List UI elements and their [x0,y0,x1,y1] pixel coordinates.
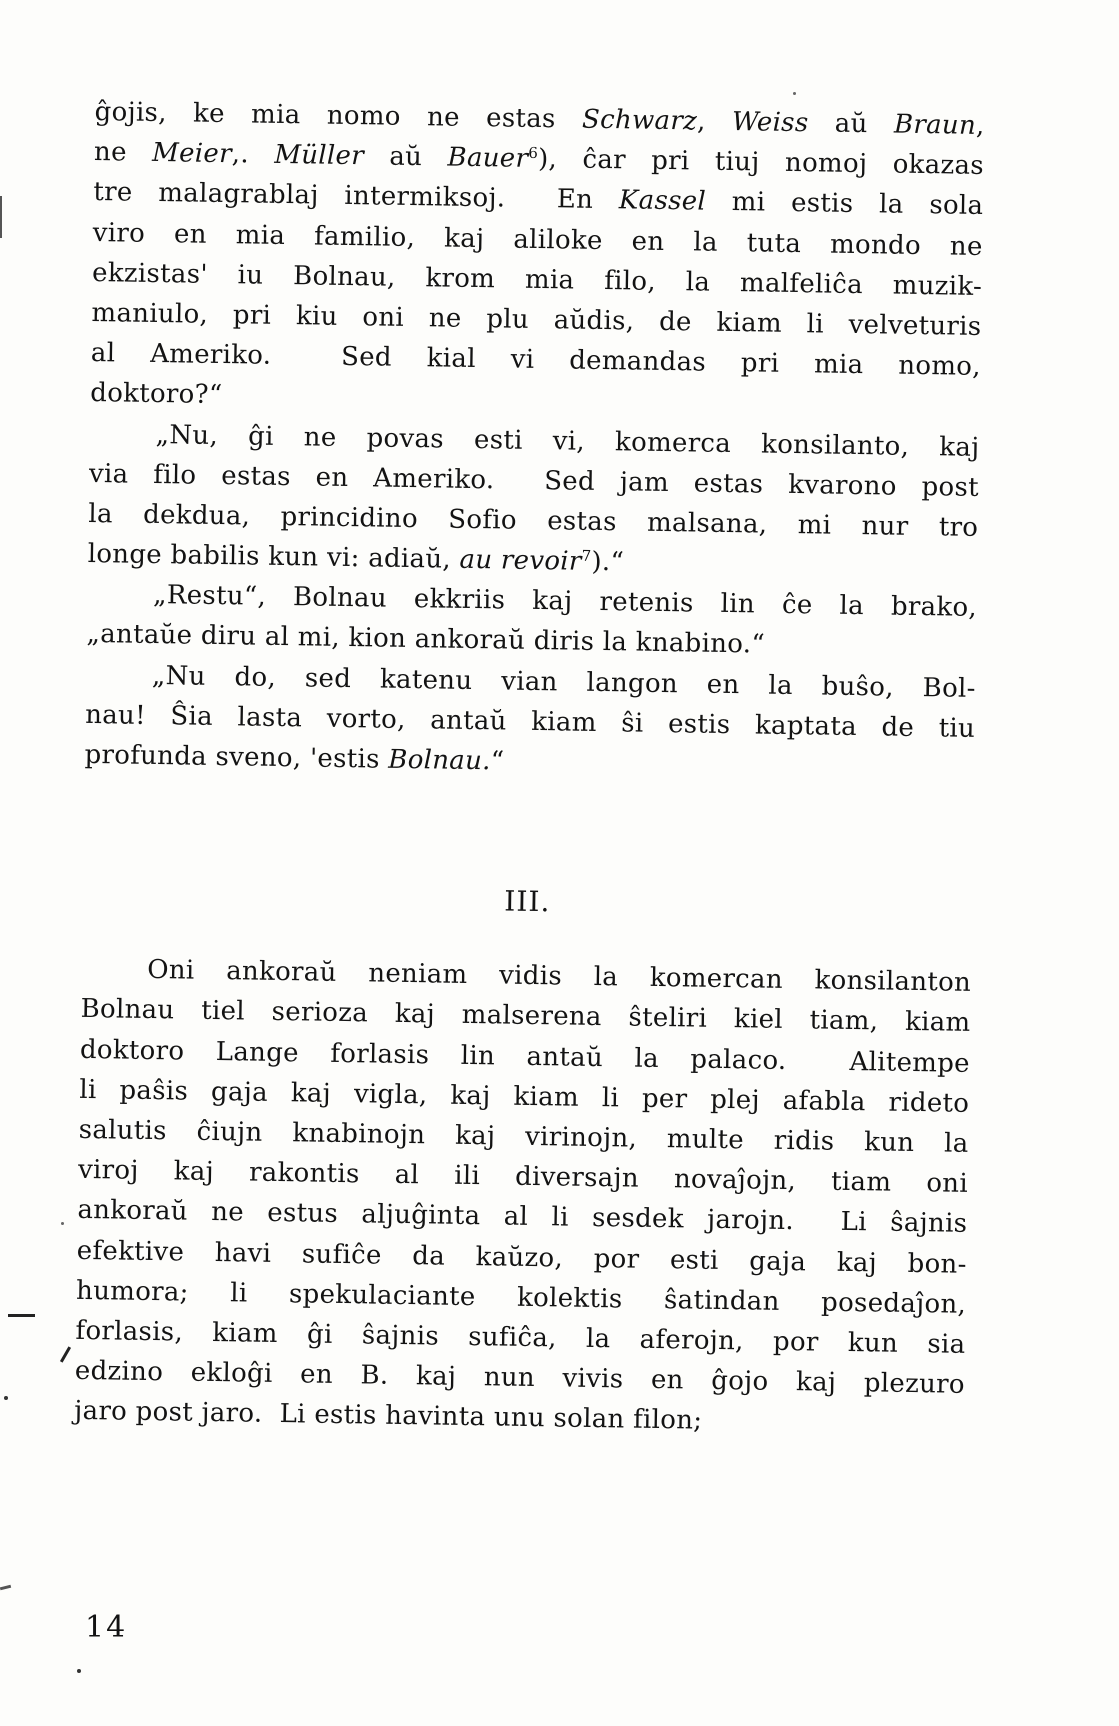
text-line: via filo estas en Ameriko. Sed jam estas kvarono post [88,458,980,503]
text-line: humora; li spekulaciante kolektis ŝatindan posedaĵon, [75,1275,967,1320]
text-line: la dekdua, princidino Sofio estas malsana, mi nur tro [88,498,979,543]
text-line: ĝojis, ke mia nomo ne estas Schwarz, Weiss aŭ Braun, [94,96,985,141]
page-number: 14 [85,1610,128,1645]
text-line: forlasis, kiam ĝi ŝajnis sufiĉa, la aferojn, por kun sia [75,1315,966,1360]
text-line: ne Meier,. Müller aŭ Bauer$^6$), ĉar pri tiuj nomoj okazas [93,137,985,182]
text-line: nau! Ŝia lasta vorto, antaŭ kiam ŝi estis kaptata de tiu [84,699,976,744]
text-line: ekzistas' iu Bolnau, krom mia filo, la malfeliĉa muzik- [91,257,983,302]
text-line: jaro post jaro. Li estis havinta unu solan filon; [74,1396,703,1436]
section-heading: III. [504,884,551,919]
text-line: al Ameriko. Sed kial vi demandas pri mia nomo, [90,338,982,383]
text-line: Bolnau tiel serioza kaj malserena ŝteliri kiel tiam, kiam [80,994,971,1039]
text-line: edzino ekloĝi en B. kaj nun vivis en ĝojo kaj plezuro [74,1355,966,1400]
scan-mark [0,1585,11,1591]
text-line: Oni ankoraŭ neniam vidis la komercan konsilanton [146,955,972,999]
text-line: „Restu“, Bolnau ekkriis kaj retenis lin ĉe la brako, [152,580,978,624]
text-line: „Nu do, sed katenu vian langon en la buŝo, Bol- [151,660,976,704]
scan-mark [793,92,796,95]
text-line: efektive havi sufiĉe da kaŭzo, por esti gaja kaj bon- [76,1235,967,1280]
text-block [74,92,985,1445]
text-line: li paŝis gaja kaj vigla, kaj kiam li per plej afabla rideto [79,1074,970,1119]
scan-mark [77,1669,81,1673]
text-line: salutis ĉiujn knabinojn kaj virinojn, multe ridis kun la [78,1114,969,1159]
text-line: maniulo, pri kiu oni ne plu aŭdis, de kiam li velveturis [91,297,982,342]
scan-mark [61,1222,64,1225]
text-line: ankoraŭ ne estus aljuĝinta al li sesdek jarojn. Li ŝajnis [77,1195,968,1240]
text-line: profunda sveno, 'estis Bolnau.“ [84,739,505,777]
scan-mark [0,196,2,238]
text-line: tre malagrablaj intermiksoj. En Kassel mi estis la sola [93,177,984,222]
text-line: longe babilis kun vi: adiaŭ, au revoir$^7$).“ [87,539,625,578]
text-line: doktoro Lange forlasis lin antaŭ la palaco. Alitempe [79,1034,971,1079]
scan-mark [4,1396,8,1400]
text-line: viroj kaj rakontis al ili diversajn novaĵojn, tiam oni [77,1154,969,1199]
scan-mark [8,1314,35,1317]
text-line: „Nu, ĝi ne povas esti vi, komerca konsilanto, kaj [155,419,980,463]
text-line: viro en mia familio, kaj aliloke en la tuta mondo ne [92,217,983,262]
text-line: doktoro?“ [90,378,223,411]
scan-mark [60,1346,71,1362]
text-line: „antaŭe diru al mi, kion ankoraŭ diris la knabino.“ [86,619,766,661]
